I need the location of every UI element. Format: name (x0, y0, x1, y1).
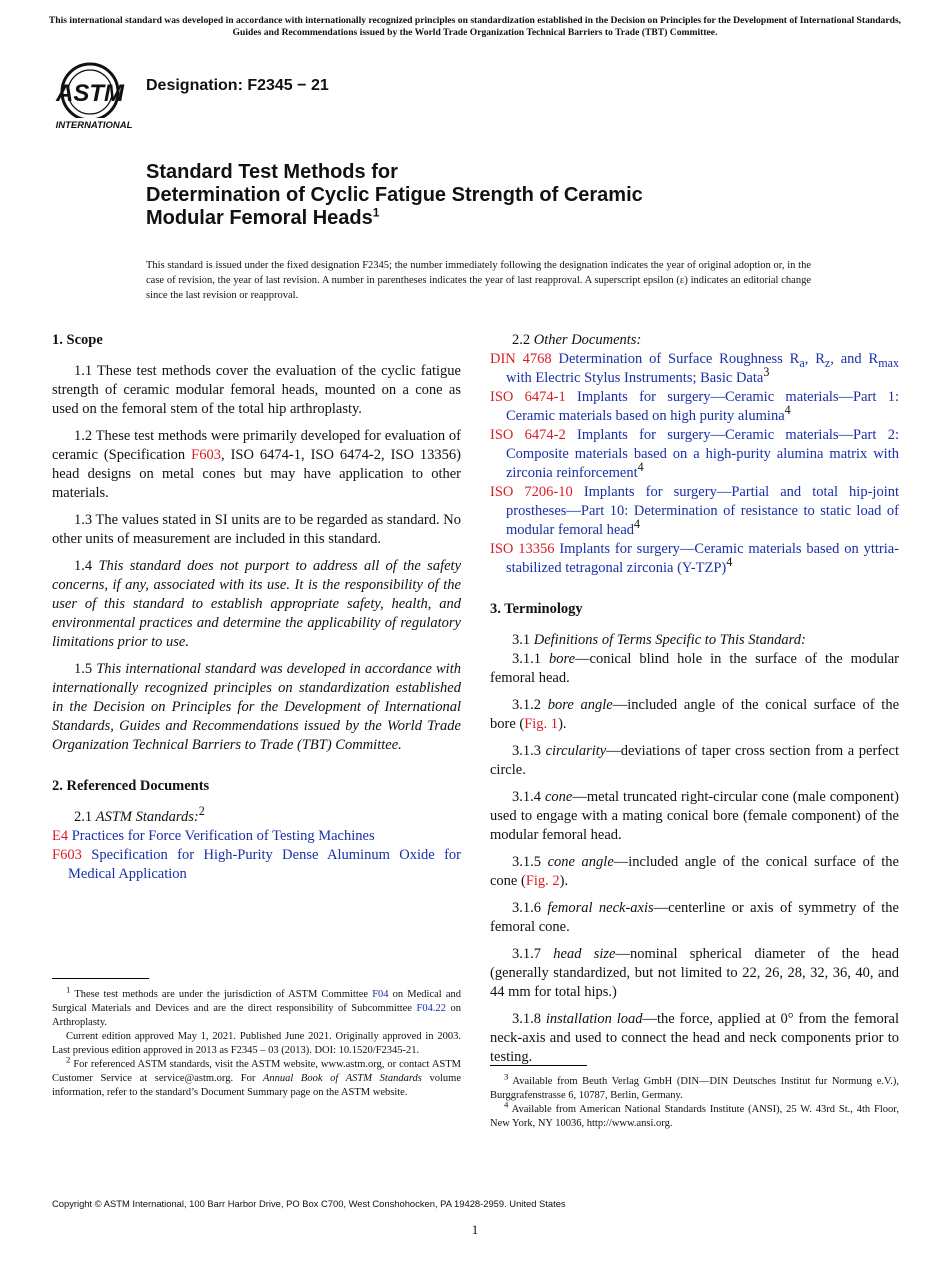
title-line-3-text: Modular Femoral Heads (146, 207, 373, 229)
scope-1-1: 1.1 These test methods cover the evaluation of the cyclic fatigue strength of ceramic modular femoral heads, mounted on a cone as used on the femoral stem of the total hip arthroplasty. (52, 363, 461, 417)
scope-1-5-text: This international standard was developed in accordance with internationally recognized principles on standardization established in the Decision on Principles for the Development of International Standards, Guides and Recommendations issued by the World Trade Organization Technical Barriers to Trade (TBT) Committee. (52, 661, 461, 753)
intro-paragraph: This standard is issued under the fixed designation F2345; the number immediately following the designation indicates the year of original adoption or, in the case of revision, the year of last revision. A number in parentheses indicates the year of last reapproval. A superscript epsilon (ε) indicates an editorial change since the last revision or reapproval. (146, 260, 811, 301)
term-cone-angle-def: —included angle of the conical surface of the cone ( (490, 854, 899, 889)
term-neck-axis-def: —centerline or axis of symmetry of the femoral cone. (490, 900, 899, 935)
term-bore-def: —conical blind hole in the surface of the modular femoral head. (490, 651, 899, 686)
iso-6474-2-mark: 4 (637, 460, 644, 475)
f603-title-link[interactable]: Specification for High-Purity Dense Aluminum Oxide for Medical Application (68, 847, 462, 882)
astm-standards-num: 2.1 (74, 809, 96, 825)
footnote-1-mark: 1 (66, 984, 71, 995)
din-4768-title-link[interactable] (506, 351, 899, 386)
term-neck-axis-num: 3.1.6 (512, 900, 548, 916)
logo-letters: ASTM (56, 80, 124, 107)
ref-iso-6474-2 (490, 426, 899, 483)
f04-22-link[interactable]: F04.22 (416, 1003, 446, 1014)
ref-f603 (52, 846, 461, 884)
iso-7206-10-code-link[interactable]: ISO 7206-10 (490, 484, 573, 500)
footnote-1 (52, 984, 461, 1030)
iso-6474-1-code-link[interactable]: ISO 6474-1 (490, 389, 566, 405)
astm-standards-text: ASTM Standards: (95, 809, 199, 825)
din-sub-a: a (799, 355, 805, 370)
din-4768-code-link[interactable]: DIN 4768 (490, 351, 552, 367)
fig-2-link[interactable]: Fig. 2 (525, 873, 560, 889)
footnote-edition: Current edition approved May 1, 2021. Published June 2021. Originally approved in 2003. Last previous edition approved in 2013 as F2345 – 03 (2013). DOI: 10.1520/F2345-21. (52, 1031, 461, 1056)
term-bore-angle-num: 3.1.2 (512, 697, 548, 713)
footnote-rule-right (490, 1065, 587, 1066)
astm-logo-icon (52, 58, 136, 134)
term-installation-load-num: 3.1.8 (512, 1011, 546, 1027)
din-sub-max: max (878, 355, 900, 370)
term-bore-angle-end: ). (558, 716, 567, 732)
scope-1-2-text-a: 1.2 These test methods were primarily developed for evaluation of ceramic (Specification (52, 428, 461, 463)
term-neck-axis-term: femoral neck-axis (547, 900, 654, 916)
footnote-3-text: Available from Beuth Verlag GmbH (DIN—DIN Deutsches Institut fur Normung e.V.), Burggrafenstrasse 6, 10787, Berlin, Germany. (490, 1076, 899, 1101)
page-number: 1 (471, 1222, 479, 1237)
footnote-2-italic: Annual Book of ASTM Standards (262, 1073, 422, 1084)
footnote-2-text-b: volume information, refer to the standard’s Document Summary page on the ASTM website. (52, 1073, 461, 1098)
logo-subtext: INTERNATIONAL (55, 120, 133, 131)
footnotes-left (52, 984, 461, 1100)
term-installation-load (490, 1010, 899, 1067)
din-sub-z: z (824, 355, 831, 370)
footnote-rule-left (52, 978, 149, 979)
term-femoral-neck-axis (490, 899, 899, 937)
right-column (490, 331, 899, 1067)
footnote-4 (490, 1099, 899, 1131)
f04-link[interactable]: F04 (372, 989, 389, 1000)
term-cone-angle-term: cone angle (547, 854, 614, 870)
scope-1-2 (52, 427, 461, 503)
title-line-2: Determination of Cyclic Fatigue Strength of Ceramic (146, 184, 643, 206)
other-documents-text: Other Documents: (533, 332, 642, 348)
ref-iso-6474-1 (490, 388, 899, 426)
din-sep-2: , and R (830, 351, 879, 367)
footnote-4-mark: 4 (504, 1099, 509, 1110)
iso-6474-2-code-link[interactable]: ISO 6474-2 (490, 427, 566, 443)
term-circularity-num: 3.1.3 (512, 743, 546, 759)
iso-6474-1-title-link[interactable]: Implants for surgery—Ceramic materials—Part 1: Ceramic materials based on high purity alumina (506, 389, 899, 424)
term-circularity-term: circularity (545, 743, 607, 759)
f603-link[interactable]: F603 (191, 447, 221, 463)
term-circularity (490, 742, 899, 780)
page-title (146, 161, 643, 230)
f603-code-link[interactable]: F603 (52, 847, 82, 863)
term-bore-num: 3.1.1 (512, 651, 549, 667)
footnote-4-text: Available from American National Standards Institute (ANSI), 25 W. 43rd St., 4th Floor, New York, NY 10036, http://www.ansi.org. (490, 1104, 899, 1129)
footnote-3-mark: 3 (504, 1071, 509, 1082)
term-cone-num: 3.1.4 (512, 789, 545, 805)
term-cone-term: cone (544, 789, 573, 805)
ref-iso-7206-10 (490, 483, 899, 540)
iso-13356-code-link[interactable]: ISO 13356 (490, 541, 555, 557)
term-circularity-def: —deviations of taper cross section from a perfect circle. (490, 743, 899, 778)
iso-13356-mark: 4 (726, 555, 733, 570)
term-bore-angle-term: bore angle (547, 697, 613, 713)
title-footnote-mark: 1 (372, 205, 380, 220)
astm-standards-label (52, 804, 461, 827)
scope-1-4 (52, 557, 461, 652)
e4-title-link[interactable]: Practices for Force Verification of Testing Machines (71, 828, 375, 844)
scope-1-5 (52, 660, 461, 755)
footnote-2-mark: 2 (66, 1054, 71, 1065)
other-documents-num: 2.2 (512, 332, 534, 348)
term-installation-load-def: —the force, applied at 0° from the femoral neck-axis and used to connect the head and neck components prior to testing. (490, 1011, 900, 1065)
term-cone-angle (490, 853, 899, 891)
fig-1-link[interactable]: Fig. 1 (524, 716, 559, 732)
scope-1-2-text-b: , ISO 6474-1, ISO 6474-2, ISO 13356) head designs on metal cones but may have application to other materials. (52, 447, 461, 501)
iso-7206-10-mark: 4 (634, 517, 641, 532)
header-notice: This international standard was developed in accordance with internationally recognized principles on standardization established in the Decision on Principles for the Development of International Standards, Guides and Recommendations issued by the World Trade Organization Technical Barriers to Trade (TBT) Committee. (48, 15, 902, 38)
copyright: Copyright © ASTM International, 100 Barr Harbor Drive, PO Box C700, West Conshohocken, PA 19428-2959. United States (52, 1198, 566, 1209)
term-cone-angle-num: 3.1.5 (512, 854, 548, 870)
designation: Designation: F2345 − 21 (146, 77, 329, 94)
term-head-size-num: 3.1.7 (512, 946, 554, 962)
scope-1-3: 1.3 The values stated in SI units are to be regarded as standard. No other units of measurement are included in this standard. (52, 512, 461, 547)
title-line-3 (146, 207, 643, 230)
ref-e4 (52, 827, 461, 846)
footnote-1-text-b: on Medical and Surgical Materials and Devices and are the direct responsibility of Subcommittee (52, 989, 461, 1014)
footnote-2 (52, 1054, 461, 1100)
astm-standards-mark: 2 (198, 804, 205, 819)
term-cone-def: —metal truncated right-circular cone (male component) used to engage with a mating conical bore (female component) of the modular femoral head. (490, 789, 900, 843)
term-head-size-def: —nominal spherical diameter of the head (generally standardized, but not limited to 22, 26, 28, 32, 36, 40, and 44 mm for total hips.) (490, 946, 900, 1000)
ref-din-4768 (490, 350, 899, 388)
term-bore-term: bore (548, 651, 576, 667)
definitions-label (490, 631, 899, 650)
iso-13356-title-link[interactable]: Implants for surgery—Ceramic materials based on yttria-stabilized tetragonal zirconia (Y-TZP) (506, 541, 900, 576)
term-bore (490, 650, 899, 688)
footnote-3 (490, 1071, 899, 1103)
term-bore-angle (490, 696, 899, 734)
term-installation-load-term: installation load (545, 1011, 643, 1027)
ref-iso-13356 (490, 540, 899, 578)
din-sep-1: , R (804, 351, 825, 367)
other-documents-label (490, 331, 899, 350)
scope-1-4-num: 1.4 (74, 558, 99, 574)
footnote-2-text-a: For referenced ASTM standards, visit the ASTM website, www.astm.org, or contact ASTM Customer Service at service@astm.org. For (52, 1059, 461, 1084)
iso-6474-1-mark: 4 (784, 403, 791, 418)
term-cone-angle-end: ). (559, 873, 569, 889)
din-title-b: with Electric Stylus Instruments; Basic Data (506, 370, 764, 386)
definitions-text: Definitions of Terms Specific to This Standard: (533, 632, 806, 648)
footnotes-right (490, 1071, 899, 1131)
term-bore-angle-def: —included angle of the conical surface of the bore ( (490, 697, 899, 732)
definitions-num: 3.1 (512, 632, 534, 648)
scope-1-5-num: 1.5 (74, 661, 97, 677)
footnote-1-text-c: on Arthroplasty. (52, 1003, 461, 1028)
footnote-1-text-a: These test methods are under the jurisdiction of ASTM Committee (70, 989, 373, 1000)
term-head-size (490, 945, 899, 1002)
left-column (52, 331, 461, 884)
scope-heading: 1. Scope (52, 332, 103, 348)
iso-6474-2-title-link[interactable]: Implants for surgery—Ceramic materials—Part 2: Composite materials based on a high-purity alumina matrix with zirconia reinforcement (506, 427, 899, 481)
scope-1-4-text: This standard does not purport to address all of the safety concerns, if any, associated with its use. It is the responsibility of the user of this standard to establish appropriate safety, health, and environmental practices and determine the applicability of regulatory limitations prior to use. (52, 558, 462, 650)
din-title-a: Determination of Surface Roughness R (558, 351, 800, 367)
e4-code-link[interactable]: E4 (52, 828, 69, 844)
term-head-size-term: head size (553, 946, 616, 962)
referenced-heading: 2. Referenced Documents (52, 778, 210, 794)
terminology-heading: 3. Terminology (490, 601, 583, 617)
iso-7206-10-title-link[interactable]: Implants for surgery—Partial and total hip-joint prostheses—Part 10: Determination of resistance to static load of modular femoral head (506, 484, 900, 538)
term-cone (490, 788, 899, 845)
din-mark: 3 (763, 365, 770, 380)
title-line-1: Standard Test Methods for (146, 161, 398, 183)
